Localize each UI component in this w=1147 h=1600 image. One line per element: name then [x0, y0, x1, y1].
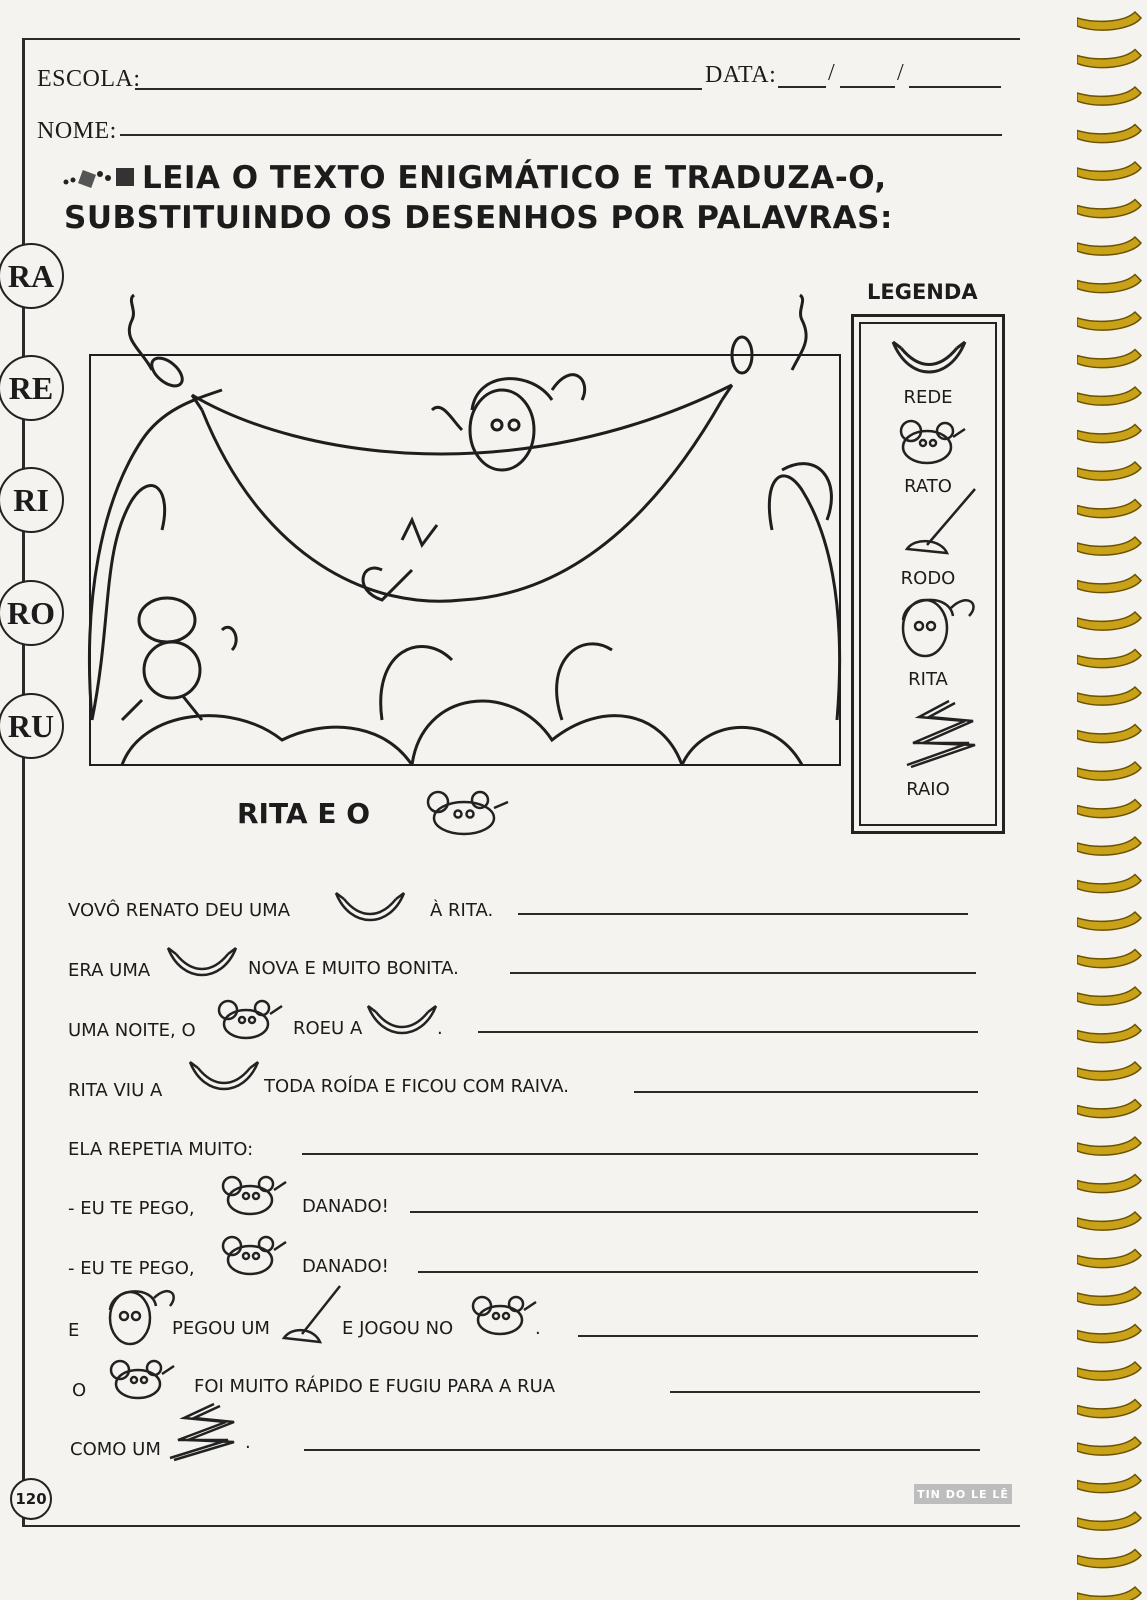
spiral-coil: [1077, 1175, 1141, 1193]
spiral-coil: [1077, 612, 1141, 630]
date-separator: /: [897, 60, 905, 86]
sentence-text: - EU TE PEGO,: [68, 1198, 195, 1219]
spiral-coil: [1077, 1212, 1141, 1230]
sentence-text: NOVA E MUITO BONITA.: [248, 958, 459, 979]
hammock-icon: [364, 998, 444, 1044]
girl-icon: [891, 592, 981, 662]
spiral-coil: [1077, 875, 1141, 893]
sentence-text: .: [535, 1318, 541, 1339]
bullet-decoration-icon: [62, 162, 140, 192]
answer-line[interactable]: [418, 1271, 978, 1273]
mouse-icon: [893, 417, 973, 472]
spiral-coil: [1077, 1100, 1141, 1118]
spiral-coil: [1077, 237, 1141, 255]
spiral-coil: [1077, 1400, 1141, 1418]
hammock-icon: [186, 1054, 266, 1100]
answer-line[interactable]: [478, 1031, 978, 1033]
school-label: ESCOLA:: [37, 66, 141, 92]
spiral-coil: [1077, 687, 1141, 705]
spiral-coil: [1077, 125, 1141, 143]
spiral-coil: [1077, 837, 1141, 855]
sentence-text: PEGOU UM: [172, 1318, 270, 1339]
legend-item-label: RATO: [904, 476, 952, 497]
spiral-coil: [1077, 800, 1141, 818]
spiral-coil: [1077, 462, 1141, 480]
instruction-line-2: SUBSTITUINDO OS DESENHOS POR PALAVRAS:: [64, 200, 893, 236]
spiral-coil: [1077, 650, 1141, 668]
syllable-ra: RA: [0, 243, 64, 309]
brand-logo: TIN DO LE LÊ: [914, 1484, 1012, 1504]
spiral-coil: [1077, 1475, 1141, 1493]
sentence-text: ROEU A: [293, 1018, 363, 1039]
spiral-coil: [1077, 1062, 1141, 1080]
instruction-line-1: LEIA O TEXTO ENIGMÁTICO E TRADUZA-O,: [142, 160, 887, 196]
spiral-coil: [1077, 1325, 1141, 1343]
sentence-text: E JOGOU NO: [342, 1318, 454, 1339]
date-month-field[interactable]: [840, 86, 895, 88]
name-field[interactable]: [120, 134, 1002, 136]
mouse-icon: [212, 996, 288, 1042]
legend-item-label: RITA: [908, 669, 948, 690]
spiral-coil: [1077, 537, 1141, 555]
spiral-coil: [1077, 1587, 1141, 1600]
page-number: 120: [10, 1478, 52, 1520]
date-year-field[interactable]: [909, 86, 1001, 88]
mouse-icon: [216, 1232, 292, 1278]
sentence-text: À RITA.: [430, 900, 494, 921]
spiral-coil: [1077, 1025, 1141, 1043]
school-field[interactable]: [135, 88, 702, 90]
answer-line[interactable]: [510, 972, 976, 974]
answer-line[interactable]: [410, 1211, 978, 1213]
syllable-re: RE: [0, 355, 64, 421]
date-separator: /: [828, 60, 836, 86]
spiral-coil: [1077, 1512, 1141, 1530]
mouse-icon: [104, 1356, 180, 1402]
spiral-coil: [1077, 425, 1141, 443]
mouse-icon: [418, 790, 514, 840]
sentence-text: ELA REPETIA MUITO:: [68, 1139, 254, 1160]
spiral-coil: [1077, 912, 1141, 930]
lightning-icon: [899, 699, 979, 769]
sentence-text: O: [72, 1380, 87, 1401]
spiral-coil: [1077, 200, 1141, 218]
sentence-text: ERA UMA: [68, 960, 151, 981]
spiral-coil: [1077, 575, 1141, 593]
hammock-icon: [164, 940, 244, 986]
spiral-coil: [1077, 387, 1141, 405]
spiral-coil: [1077, 12, 1141, 30]
spiral-coil: [1077, 87, 1141, 105]
answer-line[interactable]: [578, 1335, 978, 1337]
answer-line[interactable]: [670, 1391, 980, 1393]
syllable-ri: RI: [0, 467, 64, 533]
spiral-coil: [1077, 1550, 1141, 1568]
spiral-coil: [1077, 725, 1141, 743]
name-label: NOME:: [37, 118, 117, 144]
hammock-icon: [889, 332, 969, 382]
sentence-text: UMA NOITE, O: [68, 1020, 196, 1041]
lightning-icon: [164, 1402, 244, 1466]
spiral-coil: [1077, 312, 1141, 330]
spiral-coil: [1077, 1287, 1141, 1305]
spiral-coil: [1077, 1362, 1141, 1380]
legend-title: LEGENDA: [867, 280, 978, 304]
answer-line[interactable]: [302, 1153, 978, 1155]
spiral-coil: [1077, 762, 1141, 780]
mouse-icon: [466, 1292, 542, 1338]
sentence-text: TODA ROÍDA E FICOU COM RAIVA.: [264, 1076, 569, 1097]
sentence-text: DANADO!: [302, 1256, 389, 1277]
sentence-text: COMO UM: [70, 1439, 161, 1460]
spiral-coil: [1077, 50, 1141, 68]
sentence-text: .: [245, 1432, 251, 1453]
syllable-ru: RU: [0, 693, 64, 759]
hammock-scene-illustration: [82, 300, 842, 770]
spiral-coil: [1077, 350, 1141, 368]
legend-item-label: RODO: [900, 568, 956, 589]
spiral-binding: [1077, 0, 1147, 1600]
answer-line[interactable]: [518, 913, 968, 915]
spiral-coil: [1077, 1137, 1141, 1155]
squeegee-icon: [901, 487, 981, 567]
spiral-coil: [1077, 950, 1141, 968]
squeegee-icon: [280, 1284, 346, 1346]
answer-line[interactable]: [304, 1449, 980, 1451]
sentence-text: E: [68, 1320, 80, 1341]
syllable-ro: RO: [0, 580, 64, 646]
spiral-coil: [1077, 500, 1141, 518]
spiral-coil: [1077, 987, 1141, 1005]
legend-item-label: REDE: [903, 387, 953, 408]
sentence-text: FOI MUITO RÁPIDO E FUGIU PARA A RUA: [194, 1376, 556, 1397]
spiral-coil: [1077, 1250, 1141, 1268]
legend-box: [851, 314, 1005, 834]
hammock-icon: [332, 885, 412, 931]
sentence-text: RITA VIU A: [68, 1080, 163, 1101]
sentence-text: DANADO!: [302, 1196, 389, 1217]
sentence-text: VOVÔ RENATO DEU UMA: [68, 900, 291, 921]
date-label: DATA:: [705, 62, 777, 88]
date-day-field[interactable]: [778, 86, 826, 88]
answer-line[interactable]: [634, 1091, 978, 1093]
sentence-text: - EU TE PEGO,: [68, 1258, 195, 1279]
spiral-coil: [1077, 1437, 1141, 1455]
mouse-icon: [216, 1172, 292, 1218]
spiral-coil: [1077, 162, 1141, 180]
sentence-text: .: [437, 1018, 443, 1039]
legend-item-label: RAIO: [906, 779, 950, 800]
spiral-coil: [1077, 275, 1141, 293]
story-title: RITA E O: [237, 797, 370, 830]
